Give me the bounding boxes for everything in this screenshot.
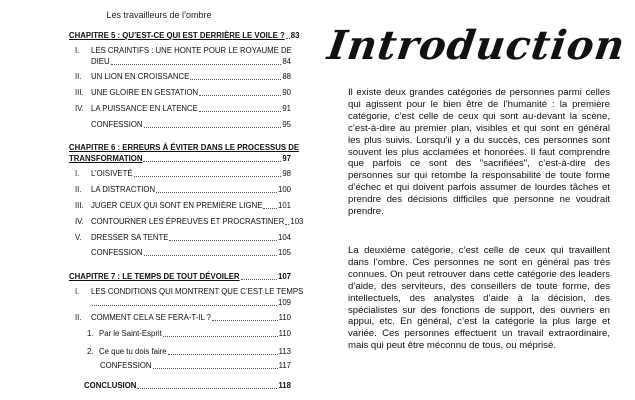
toc-ch6-item-5[interactable]: V. DRESSER SA TENTE 104 xyxy=(75,233,291,242)
toc-ch6-item-2[interactable]: II. LA DISTRACTION 100 xyxy=(75,185,291,194)
toc-ch5-confession[interactable]: CONFESSION 95 xyxy=(91,120,291,129)
toc-ch6-item-3[interactable]: III. JUGER CEUX QUI SONT EN PREMIÈRE LIGNE 101 xyxy=(75,201,291,210)
toc-ch5-item-3[interactable]: III. UNE GLOIRE EN GESTATION 90 xyxy=(75,88,291,97)
toc-ch6-item-1[interactable]: I. L’OISIVETÉ 98 xyxy=(75,169,291,178)
right-page xyxy=(318,0,635,400)
toc-chapter-5[interactable]: CHAPITRE 5 : QU’EST-CE QUI EST DERRIÈRE LE VOILE ? 83 xyxy=(69,31,300,40)
toc-chapter-7[interactable]: CHAPITRE 7 : LE TEMPS DE TOUT DÉVOILER 107 xyxy=(69,272,291,281)
toc-conclusion[interactable]: CONCLUSION 118 xyxy=(84,381,291,390)
toc-ch7-subitem-1[interactable]: 1. Par le Saint-Esprit 110 xyxy=(87,329,291,338)
toc-chapter-6-line2[interactable]: TRANSFORMATION 97 xyxy=(69,154,291,163)
toc-ch7-item-1-line1[interactable]: I. LES CONDITIONS QUI MONTRENT QUE C’EST LE TEMPS xyxy=(75,287,304,296)
toc-ch5-item-2[interactable]: II. UN LION EN CROISSANCE 88 xyxy=(75,72,291,81)
intro-paragraph-2: La deuxième catégorie, c’est celle de ceux qui travaillent dans l’ombre. Ces personnes ne sont en général pas très connues. On peut retrouver dans cette catégorie des leaders d’aide, des serviteurs, des conseillers de toute forme, des intellectuels, des analystes d’aide à la décision, des spécialistes sur des fonctions de support, des ouvriers en appui, etc. En général, c’est la catégorie la plus large et variée. Ces personnes effectuent un travail extraordinaire, mais qui peut être méconnu de tous, ou méprisé. xyxy=(348,245,610,352)
toc-ch7-subitem-2[interactable]: 2. Ce que tu dois faire 113 xyxy=(87,347,291,356)
toc-chapter-6-line1[interactable]: CHAPITRE 6 : ERREURS À ÉVITER DANS LE PROCESSUS DE xyxy=(69,143,300,152)
toc-ch6-item-4[interactable]: IV. CONTOURNER LES ÉPREUVES ET PROCRASTINER 103 xyxy=(75,217,304,226)
toc-ch6-confession[interactable]: CONFESSION 105 xyxy=(91,248,291,257)
intro-paragraph-1: Il existe deux grandes catégories de personnes parmi celles qui agissent pour le bien être de l’humanité : la première catégorie, c’est celle de ceux qui sont au-devant la scène, c’est-à-dire au premier plan, visibles et qui sont en général les plus suivis. Lorsqu’il y a du succès, ces personnes sont souvent les plus acclamées et honorées. Il faut comprendre que parfois ce sont des "sacrifiées", c’est-à-dire des personnes sur qui retombe la responsabilité de toute forme d’échec et qui doivent parfois assumer de lourdes tâches et prendre des décisions difficiles que personne ne voudrait prendre. xyxy=(348,87,610,218)
toc-ch5-item-4[interactable]: IV. LA PUISSANCE EN LATENCE 91 xyxy=(75,104,291,113)
running-head: Les travailleurs de l’ombre xyxy=(106,10,212,20)
toc-ch7-item-2[interactable]: II. COMMENT CELA SE FERA-T-IL ? 110 xyxy=(75,313,291,322)
toc-ch7-item-1-line2[interactable]: 109 xyxy=(91,298,291,308)
toc-ch7-confession[interactable]: CONFESSION 117 xyxy=(100,361,291,370)
toc-ch5-item-1-line1[interactable]: I. LES CRAINTIFS : UNE HONTE POUR LE ROYAUME DE xyxy=(75,46,292,55)
page-title: Introduction xyxy=(324,22,629,69)
toc-ch5-item-1-line2[interactable]: DIEU 84 xyxy=(91,57,291,66)
